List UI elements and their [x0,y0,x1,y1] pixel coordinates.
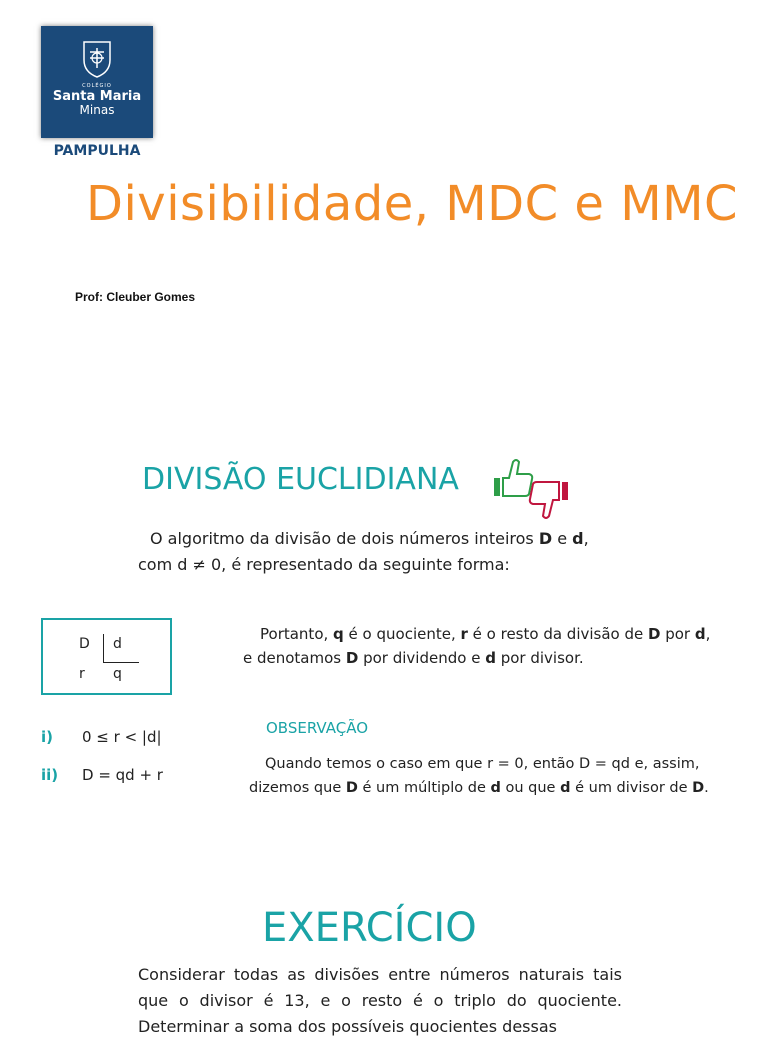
var-d: d [572,529,584,548]
dividend-symbol: D [79,636,90,652]
var-r: r [460,625,468,643]
school-logo [41,26,153,138]
condition-label: ii) [41,766,59,784]
logo-school-name: Santa Maria [52,89,142,104]
division-diagram [41,618,172,695]
portanto-text: é o resto da divisão de [467,625,649,643]
intro-text: e [552,529,573,548]
intro-line-1 [138,526,678,552]
intro-text: O algoritmo da divisão de dois números inteiros [150,529,539,548]
var-d: d [560,780,571,796]
observation-paragraph [249,752,749,800]
condition-text: D = qd + r [82,766,163,784]
portanto-text: é o quociente, [343,625,461,643]
var-d: d [485,649,496,667]
intro-paragraph [138,526,678,578]
divisor-symbol: d [113,636,122,652]
thumbs-down-icon [530,482,568,518]
thumbs-up-icon [494,460,532,496]
observation-text: . [704,780,709,796]
observation-text: ou que [500,780,561,796]
portanto-text: por dividendo e [358,649,486,667]
portanto-text: por divisor. [495,649,584,667]
observation-text: é um divisor de [570,780,693,796]
var-d: d [694,625,706,643]
section-title: DIVISÃO EUCLIDIANA [142,462,459,497]
portanto-text: e denotamos [243,649,346,667]
campus-label: PAMPULHA [53,143,141,159]
observation-text: é um múltiplo de [357,780,491,796]
exercise-text: Considerar todas as divisões entre números naturais tais que o divisor é 13, e o resto é o triplo do quociente. Determinar a soma dos possíveis quocientes dessas [138,965,622,1036]
observation-text: dizemos que [249,780,346,796]
observation-title: OBSERVAÇÃO [266,719,369,737]
portanto-text: por [660,625,695,643]
portanto-text: Portanto, [260,625,334,643]
condition-item [41,766,163,784]
observation-line-1: Quando temos o caso em que r = 0, então D = qd e, assim, [265,756,700,772]
var-D: D [648,625,661,643]
thumbs-icons [492,456,572,522]
condition-item [41,728,162,746]
exercise-title: EXERCÍCIO [262,905,477,951]
portanto-paragraph [243,622,743,670]
remainder-symbol: r [79,666,85,682]
portanto-text: , [705,625,711,643]
logo-small-text: COLÉGIO [82,83,112,89]
division-vertical-line [103,634,104,662]
condition-label: i) [41,728,53,746]
intro-text: , [583,529,589,548]
portanto-line-2 [243,646,743,670]
var-D: D [692,780,705,796]
portanto-line-1 [243,622,743,646]
page-title: Divisibilidade, MDC e MMC [86,176,739,232]
condition-text: 0 ≤ r < |d| [82,728,162,746]
professor-label: Prof: Cleuber Gomes [75,290,196,304]
var-D: D [538,529,553,548]
seal-icon [76,38,118,80]
intro-line-2: com d ≠ 0, é representado da seguinte forma: [138,555,510,574]
observation-line-2 [249,776,749,800]
var-q: q [333,625,344,643]
var-d: d [490,780,501,796]
quotient-symbol: q [113,666,122,682]
var-D: D [345,780,358,796]
division-horizontal-line [103,662,139,663]
var-D: D [345,649,359,667]
logo-city: Minas [79,103,115,117]
